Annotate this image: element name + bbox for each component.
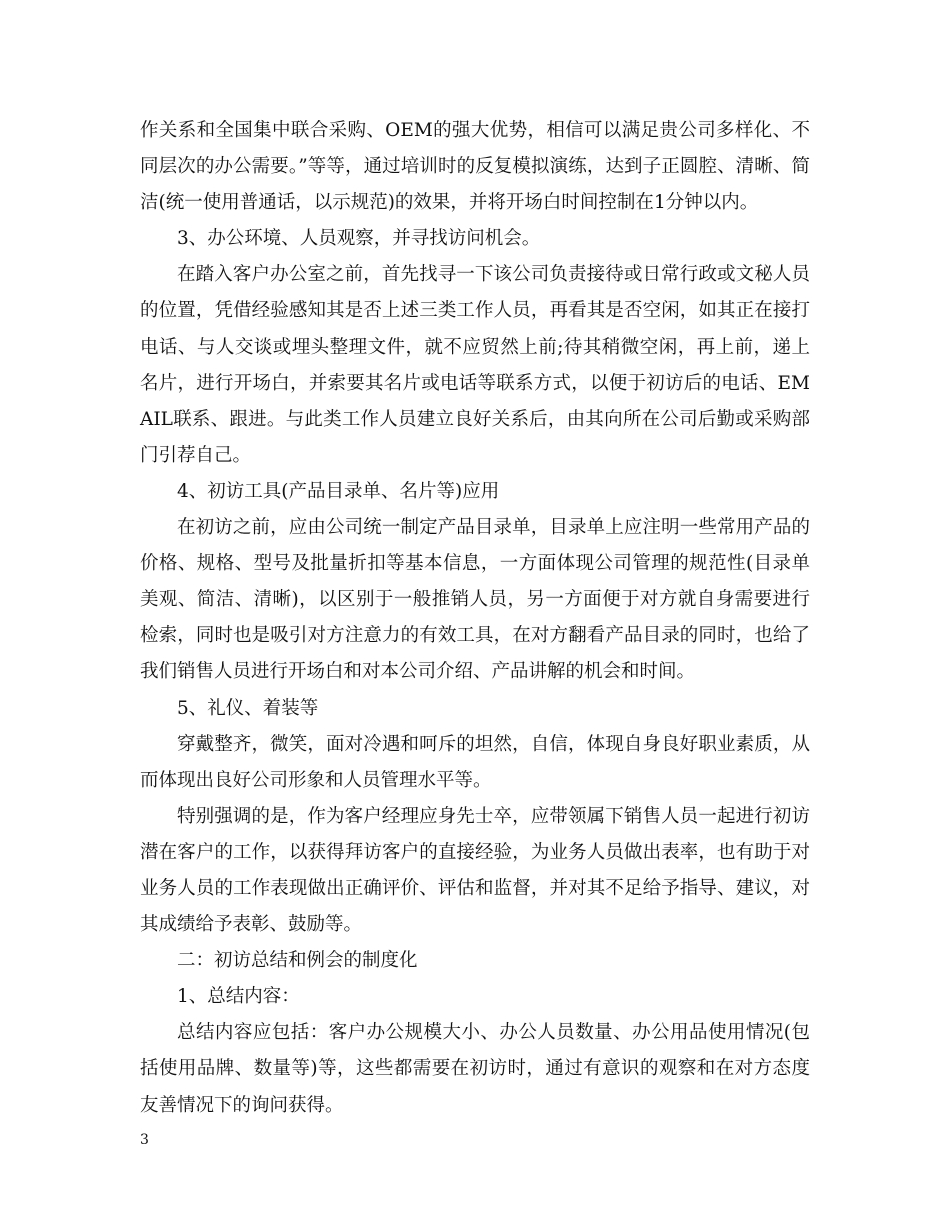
page-number: 3 [140,1132,149,1148]
paragraph-office-environment: 在踏入客户办公室之前，首先找寻一下该公司负责接待或日常行政或文秘人员的位置，凭借经验感知其是否上述三类工作人员，再看其是否空闲，如其正在接打电话、与人交谈或埋头整理文件，就不应贸然上前;待其稍微空闲，再上前，递上名片，进行开场白，并索要其名片或电话等联系方式，以便于初访后的电话、EMAIL联系、跟进。与此类工作人员建立良好关系后，由其向所在公司后勤或采购部门引荐自己。 [140,264,810,466]
heading-summary-content: 1、总结内容： [177,986,300,1008]
document-body [140,113,810,1124]
paragraph-emphasis: 特别强调的是，作为客户经理应身先士卒，应带领属下销售人员一起进行初访潜在客户的工作，以获得拜访客户的直接经验，为业务人员做出表率，也有助于对业务人员的工作表现做出正确评价、评估和监督，并对其不足给予指导、建议，对其成绩给予表彰、鼓励等。 [140,805,810,936]
paragraph-1: 作关系和全国集中联合采购、OEM的强大优势，相信可以满足贵公司多样化、不同层次的办公需要。”等等，通过培训时的反复模拟演练，达到子正圆腔、清晰、简洁(统一使用普通话，以示规范)的效果，并将开场白时间控制在1分钟以内。 [140,120,810,214]
heading-etiquette: 5、礼仪、着装等 [177,697,319,719]
paragraph-visit-tools: 在初访之前，应由公司统一制定产品目录单，目录单上应注明一些常用产品的价格、规格、型号及批量折扣等基本信息，一方面体现公司管理的规范性(目录单美观、简洁、清晰)，以区别于一般推销人员，另一方面便于对方就自身需要进行检索，同时也是吸引对方注意力的有效工具，在对方翻看产品目录的同时，也给了我们销售人员进行开场白和对本公司介绍、产品讲解的机会和时间。 [140,517,810,683]
paragraph-summary-content: 总结内容应包括：客户办公规模大小、办公人员数量、办公用品使用情况(包括使用品牌、数量等)等，这些都需要在初访时，通过有意识的观察和在对方态度友善情况下的询问获得。 [140,1022,810,1116]
heading-visit-tools: 4、初访工具(产品目录单、名片等)应用 [177,480,500,502]
heading-office-environment: 3、办公环境、人员观察，并寻找访问机会。 [177,228,541,250]
heading-section-two: 二：初访总结和例会的制度化 [177,950,418,972]
paragraph-etiquette: 穿戴整齐，微笑，面对冷遇和呵斥的坦然，自信，体现自身良好职业素质，从而体现出良好公司形象和人员管理水平等。 [140,733,810,791]
